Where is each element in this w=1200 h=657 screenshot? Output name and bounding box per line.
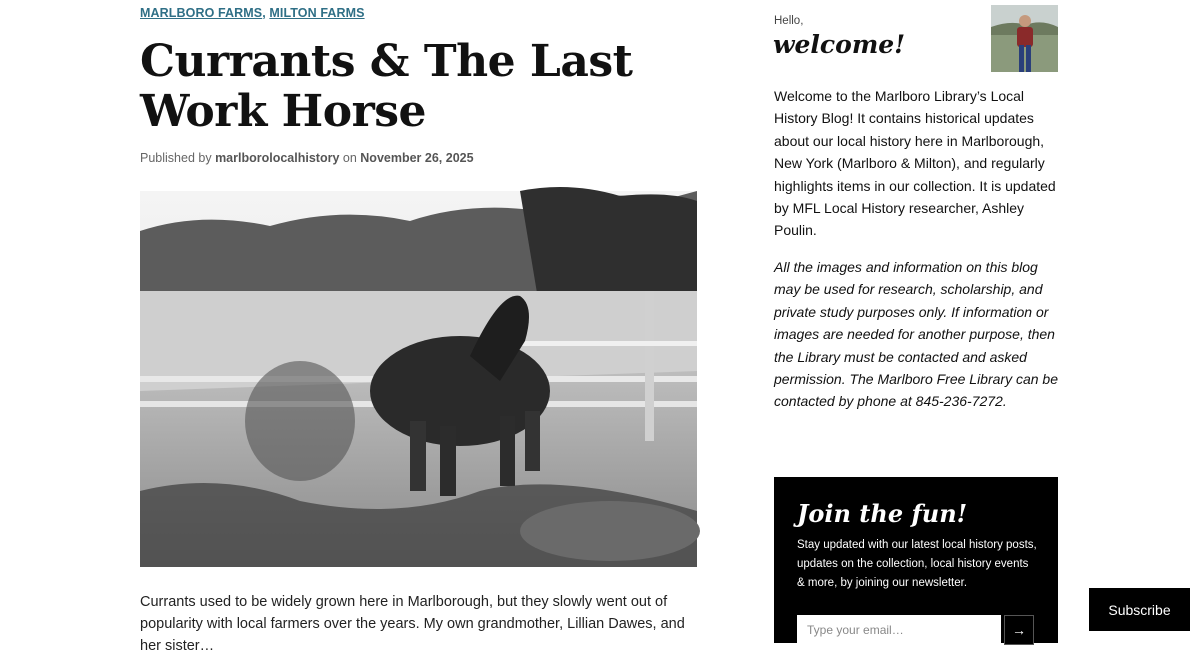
byline-prefix: Published by	[140, 151, 212, 165]
category-link-milton-farms[interactable]: MILTON FARMS	[269, 6, 365, 20]
arrow-right-icon: →	[1012, 622, 1026, 638]
sidebar-greeting: Hello,	[774, 15, 804, 27]
horse-photo-icon	[140, 191, 697, 567]
byline-on: on	[342, 151, 357, 165]
author-link[interactable]: marlborolocalhistory	[215, 151, 340, 165]
sidebar-welcome: welcome!	[773, 30, 906, 59]
post-date: November 26, 2025	[360, 151, 474, 165]
email-field[interactable]	[797, 615, 1001, 645]
post-byline	[140, 151, 474, 165]
newsletter-text: Stay updated with our latest local history posts, updates on the collection, local history events & more, by joining our newsletter.	[797, 539, 1037, 589]
sidebar-intro: Welcome to the Marlboro Library’s Local History Blog! It contains historical updates about our local history here in Marlborough, New York (Marlboro & Milton), and regularly highlights items in our collection. It is updated by MFL Local History researcher, Ashley Poulin.	[774, 88, 1056, 239]
person-avatar-icon	[991, 5, 1058, 72]
sidebar-disclaimer: All the images and information on this blog may be used for research, scholarship, and private study purposes only. If information or images are needed for another purpose, then the Library must be contacted and asked permission. The Marlboro Free Library can be contacted by phone at 845-236-7272.	[774, 259, 1059, 410]
newsletter-box	[774, 477, 1058, 643]
newsletter-submit-button[interactable]	[1004, 615, 1034, 645]
post-title: Currants & The Last Work Horse	[140, 36, 633, 137]
post-excerpt: Currants used to be widely grown here in Marlborough, but they slowly went out of popularity with local farmers over the years. My own grandmother, Lillian Dawes, and her sister…	[140, 594, 685, 654]
newsletter-title: Join the fun!	[797, 499, 968, 528]
subscribe-button[interactable]: Subscribe	[1089, 588, 1190, 631]
category-separator: ,	[262, 6, 266, 20]
avatar	[991, 5, 1058, 72]
horse-photo	[140, 191, 697, 567]
post-categories	[140, 6, 365, 20]
category-link-marlboro-farms[interactable]: MARLBORO FARMS	[140, 6, 263, 20]
